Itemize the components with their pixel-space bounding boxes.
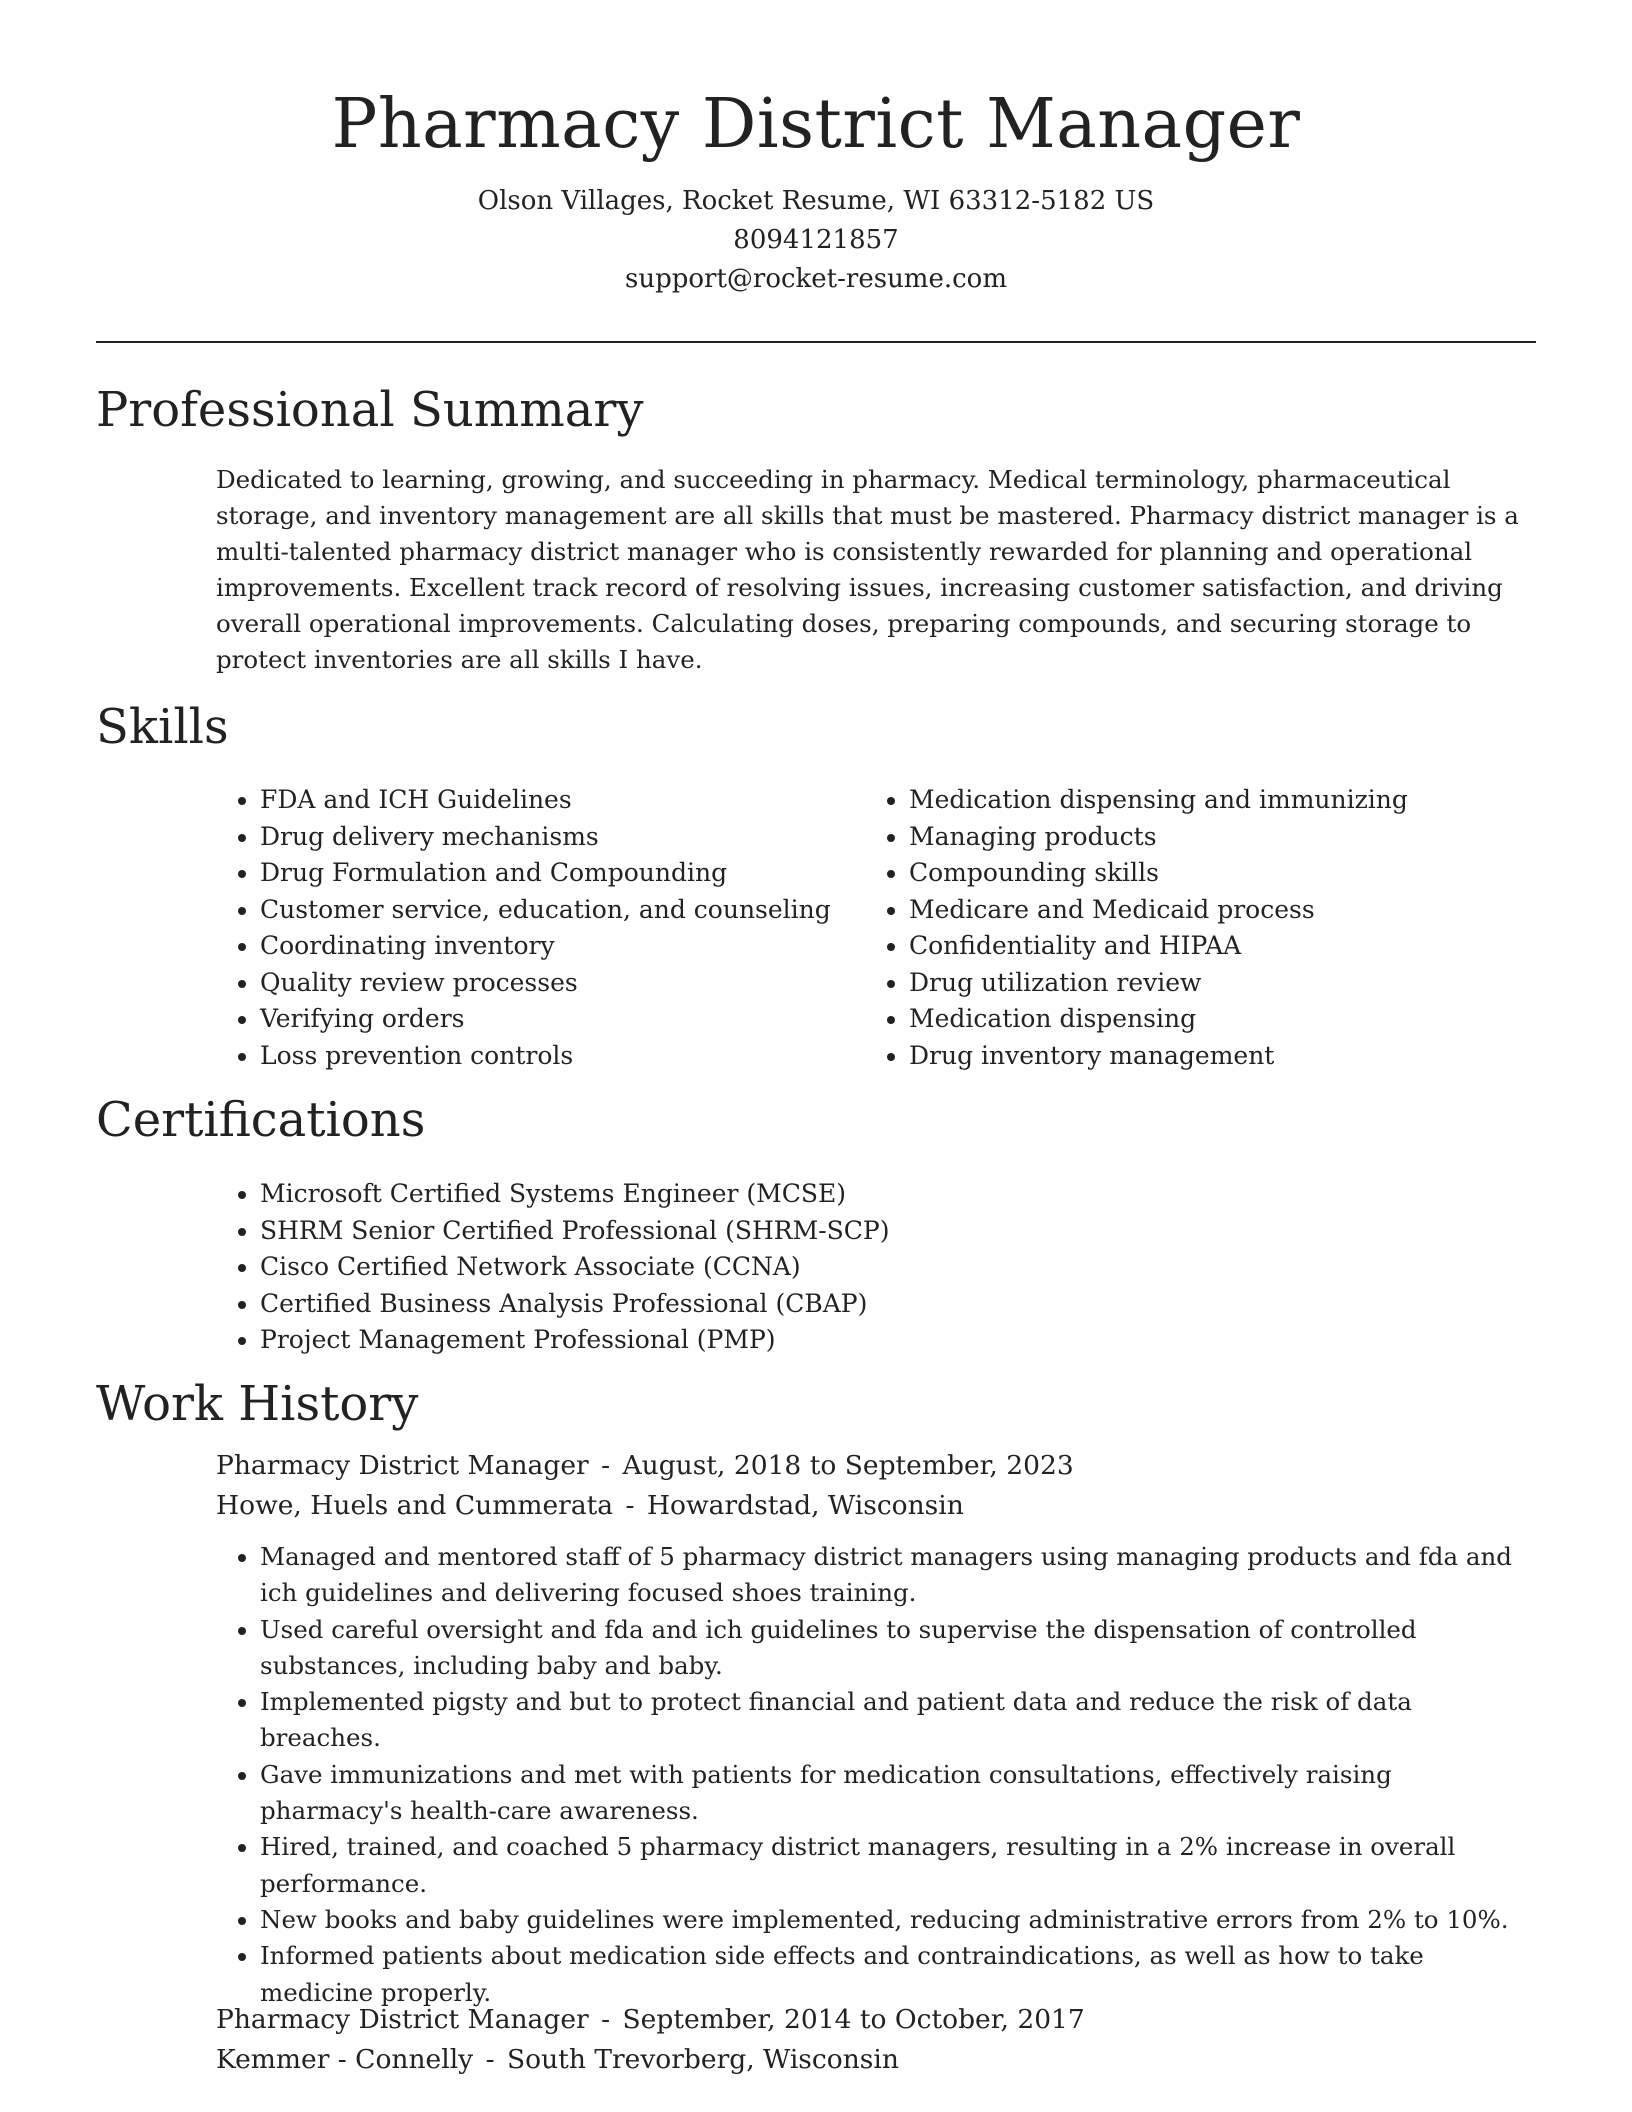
job-entry xyxy=(216,2000,1536,2080)
job-company: Howe, Huels and Cummerata xyxy=(216,1490,614,1521)
skill-item: • Medication dispensing xyxy=(909,1001,1505,1038)
skill-item: • Confidentiality and HIPAA xyxy=(909,928,1505,965)
skill-item: • Quality review processes xyxy=(260,965,856,1002)
skills-column-left xyxy=(216,782,856,1074)
contact-phone: 8094121857 xyxy=(733,225,899,255)
job-location: South Trevorberg, Wisconsin xyxy=(507,2044,899,2075)
responsibility-item: • Implemented pigsty and but to protect financial and patient data and reduce the risk of data breaches. xyxy=(260,1684,1536,1757)
job-title-line xyxy=(216,2000,1536,2040)
certification-item: • SHRM Senior Certified Professional (SHRM-SCP) xyxy=(260,1213,1536,1250)
responsibility-item: • Managed and mentored staff of 5 pharmacy district managers using managing products and fda and ich guidelines and delivering focused shoes training. xyxy=(260,1539,1536,1612)
certification-item: • Cisco Certified Network Associate (CCNA) xyxy=(260,1249,1536,1286)
skill-item: • Customer service, education, and counseling xyxy=(260,892,856,929)
skill-item: • Verifying orders xyxy=(260,1001,856,1038)
candidate-name: Pharmacy District Manager xyxy=(331,85,1301,164)
responsibility-item: • Used careful oversight and fda and ich guidelines to supervise the dispensation of controlled substances, including baby and baby. xyxy=(260,1612,1536,1685)
separator: - xyxy=(625,1490,635,1521)
separator: - xyxy=(601,2004,611,2035)
job-role: Pharmacy District Manager xyxy=(216,1450,589,1481)
job-entry xyxy=(216,1446,1536,2011)
skill-item: • Coordinating inventory xyxy=(260,928,856,965)
certification-item: • Microsoft Certified Systems Engineer (MCSE) xyxy=(260,1176,1536,1213)
job-role: Pharmacy District Manager xyxy=(216,2004,589,2035)
skill-item: • Drug Formulation and Compounding xyxy=(260,855,856,892)
header-divider xyxy=(96,341,1536,343)
responsibility-item: • Hired, trained, and coached 5 pharmacy district managers, resulting in a 2% increase in overall performance. xyxy=(260,1829,1536,1902)
skill-item: • Drug delivery mechanisms xyxy=(260,819,856,856)
skill-item: • Managing products xyxy=(909,819,1505,856)
section-title-summary: Professional Summary xyxy=(96,382,644,438)
section-title-skills: Skills xyxy=(96,699,229,755)
contact-email: support@rocket-resume.com xyxy=(624,264,1007,294)
responsibility-item: • Gave immunizations and met with patients for medication consultations, effectively raising pharmacy's health-care awareness. xyxy=(260,1757,1536,1830)
certification-item: • Project Management Professional (PMP) xyxy=(260,1322,1536,1359)
skill-item: • FDA and ICH Guidelines xyxy=(260,782,856,819)
job-company: Kemmer - Connelly xyxy=(216,2044,474,2075)
job-company-line xyxy=(216,1486,1536,1526)
skill-item: • Loss prevention controls xyxy=(260,1038,856,1075)
job-location: Howardstad, Wisconsin xyxy=(646,1490,964,1521)
skill-item: • Medicare and Medicaid process xyxy=(909,892,1505,929)
skill-item: • Medication dispensing and immunizing xyxy=(909,782,1505,819)
job-title-line xyxy=(216,1446,1536,1486)
job-dates: September, 2014 to October, 2017 xyxy=(622,2004,1085,2035)
resume-header xyxy=(96,80,1536,299)
separator: - xyxy=(485,2044,495,2075)
certifications-list xyxy=(216,1176,1536,1359)
skill-item: • Compounding skills xyxy=(909,855,1505,892)
job-company-line xyxy=(216,2040,1536,2080)
section-title-work-history: Work History xyxy=(96,1376,419,1432)
responsibility-item: • Informed patients about medication side effects and contraindications, as well as how to take medicine properly. xyxy=(260,1938,1536,2011)
separator: - xyxy=(601,1450,611,1481)
contact-info xyxy=(96,182,1536,299)
skill-item: • Drug inventory management xyxy=(909,1038,1505,1075)
job-responsibilities xyxy=(216,1539,1536,2011)
responsibility-item: • New books and baby guidelines were implemented, reducing administrative errors from 2% to 10%. xyxy=(260,1902,1536,1938)
skill-item: • Drug utilization review xyxy=(909,965,1505,1002)
job-dates: August, 2018 to September, 2023 xyxy=(622,1450,1074,1481)
contact-address: Olson Villages, Rocket Resume, WI 63312-5182 US xyxy=(477,186,1155,216)
section-title-certifications: Certifications xyxy=(96,1092,426,1148)
certification-item: • Certified Business Analysis Professional (CBAP) xyxy=(260,1286,1536,1323)
summary-text: Dedicated to learning, growing, and succeeding in pharmacy. Medical terminology, pharmaceutical storage, and inventory management are all skills that must be mastered. Pharmacy district manager is a multi-talented pharmacy district manager who is consistently rewarded for planning and operational improvements. Excellent track record of resolving issues, increasing customer satisfaction, and driving overall operational improvements. Calculating doses, preparing compounds, and securing storage to protect inventories are all skills I have. xyxy=(216,465,1519,674)
skills-column-right xyxy=(865,782,1505,1074)
